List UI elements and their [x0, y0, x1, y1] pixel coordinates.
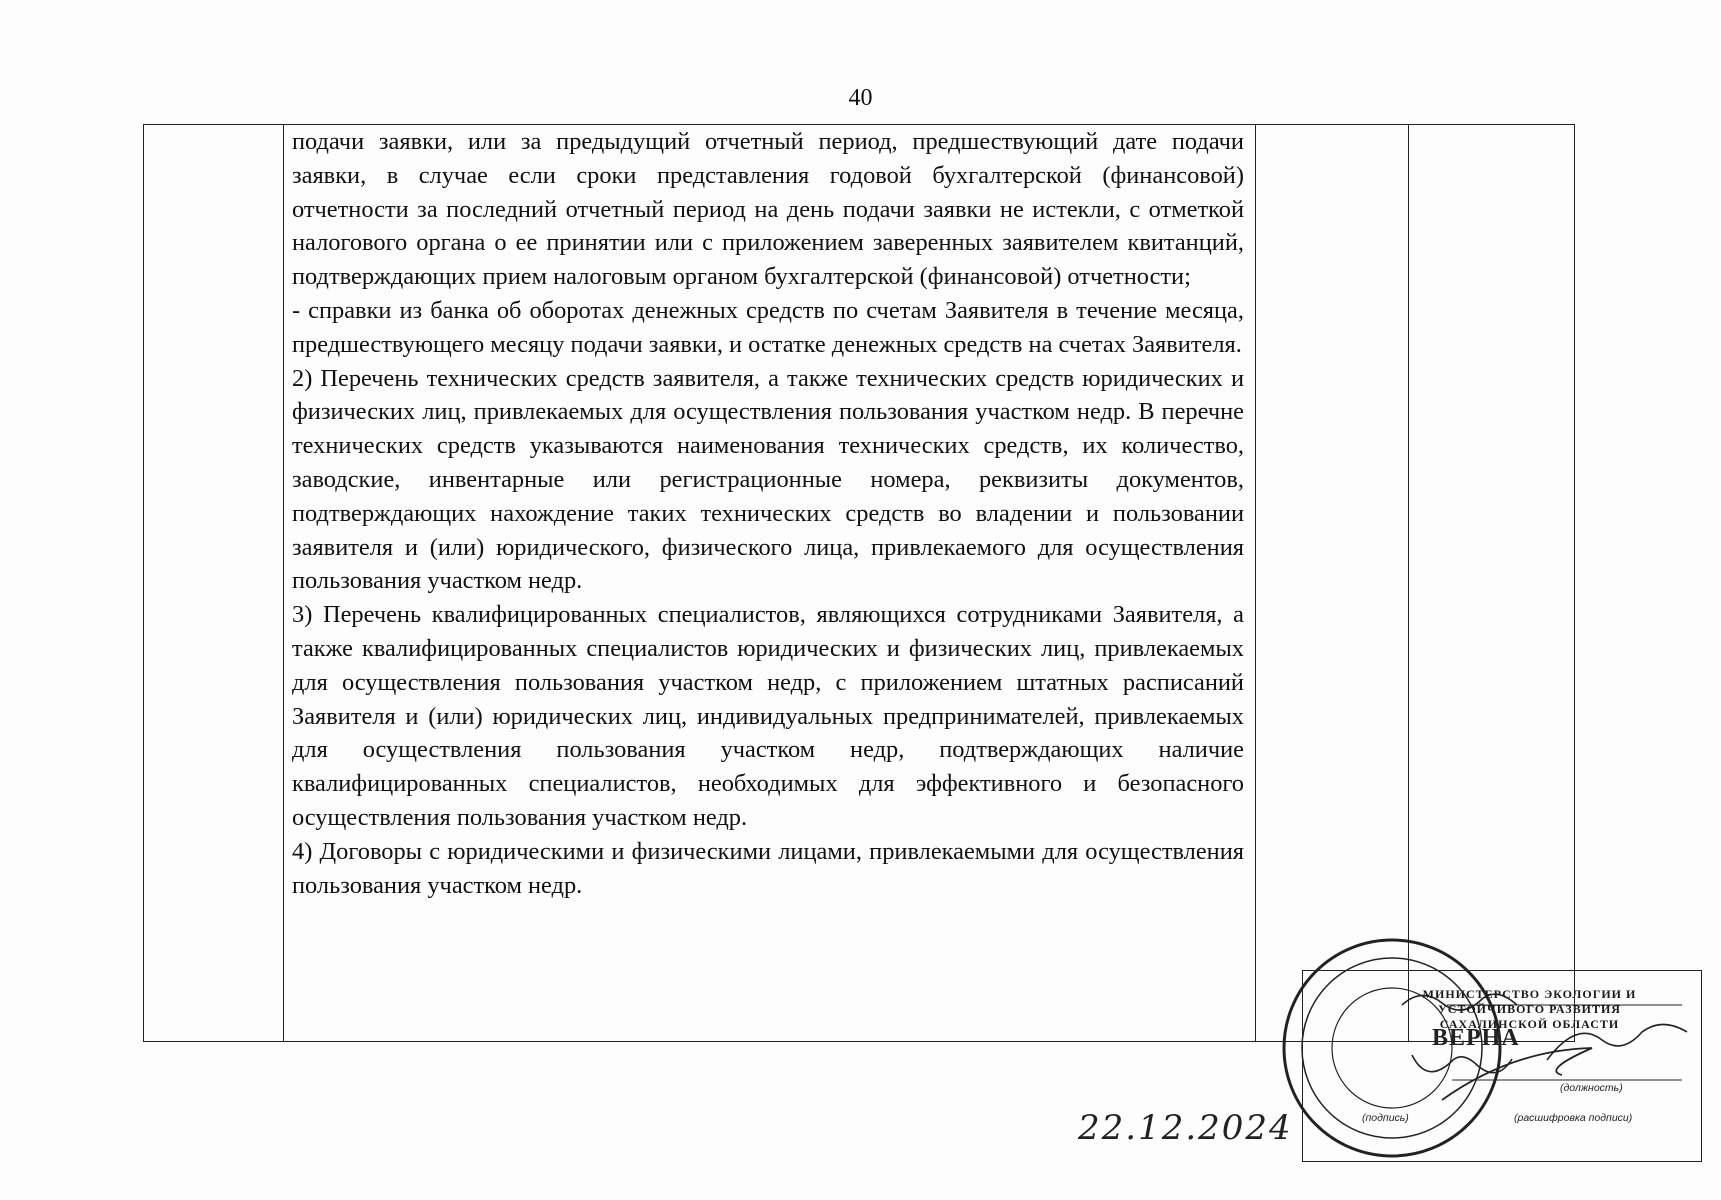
certification-stamp	[1262, 930, 1702, 1170]
ministry-line: МИНИСТЕРСТВО ЭКОЛОГИИ И	[1422, 987, 1637, 1001]
column-divider	[283, 125, 284, 1041]
column-divider	[1255, 125, 1256, 1041]
handwritten-date: 22.12.2024	[1078, 1108, 1293, 1148]
requirements-text-cell	[292, 125, 1244, 902]
page-number: 40	[848, 85, 873, 111]
certification-title: ВЕРНА	[1432, 1025, 1520, 1051]
document-table	[143, 124, 1575, 1042]
position-caption: (должность)	[1560, 1082, 1623, 1094]
paragraph: 2) Перечень технических средств заявителя, а также технических средств юридических и физических лиц, привлекаемых для осуществления пользования участком недр. В перечне технических средств указываются наименования технических средств, их количество, заводские, инвентарные или регистрационные номера, реквизиты документов, подтверждающих нахождение таких технических средств во владении и пользовании заявителя и (или) юридического, физического лица, привлекаемого для осуществления пользования участком недр.	[292, 364, 1244, 595]
paragraph: подачи заявки, или за предыдущий отчетный период, предшествующий дате подачи заявки, в случае если сроки представления годовой бухгалтерской (финансовой) отчетности за последний отчетный период на день подачи заявки не истекли, с отметкой налогового органа о ее принятии или с приложением заверенных заявителем квитанций, подтверждающих прием налоговым органом бухгалтерской (финансовой) отчетности;	[292, 128, 1244, 291]
ministry-name	[1357, 987, 1702, 1031]
paragraph: - справки из банка об оборотах денежных средств по счетам Заявителя в течение месяца, предшествующего месяцу подачи заявки, и остатке денежных средств на счетах Заявителя.	[292, 296, 1244, 358]
column-divider	[1408, 125, 1409, 1041]
ministry-line: САХАЛИНСКОЙ ОБЛАСТИ	[1439, 1017, 1620, 1031]
paragraph: 3) Перечень квалифицированных специалистов, являющихся сотрудниками Заявителя, а также квалифицированных специалистов юридических и физических лиц, привлекаемых для осуществления пользования участком недр, с приложением штатных расписаний Заявителя и (или) юридических лиц, индивидуальных предпринимателей, привлекаемых для осуществления пользования участком недр, подтверждающих наличие квалифицированных специалистов, необходимых для эффективного и безопасного осуществления пользования участком недр.	[292, 601, 1244, 831]
paragraph: 4) Договоры с юридическими и физическими лицами, привлекаемыми для осуществления пользования участком недр.	[292, 837, 1244, 899]
decoding-caption: (расшифровка подписи)	[1514, 1112, 1633, 1124]
signature-caption: (подпись)	[1362, 1112, 1409, 1124]
ministry-line: УСТОЙЧИВОГО РАЗВИТИЯ	[1438, 1002, 1621, 1016]
